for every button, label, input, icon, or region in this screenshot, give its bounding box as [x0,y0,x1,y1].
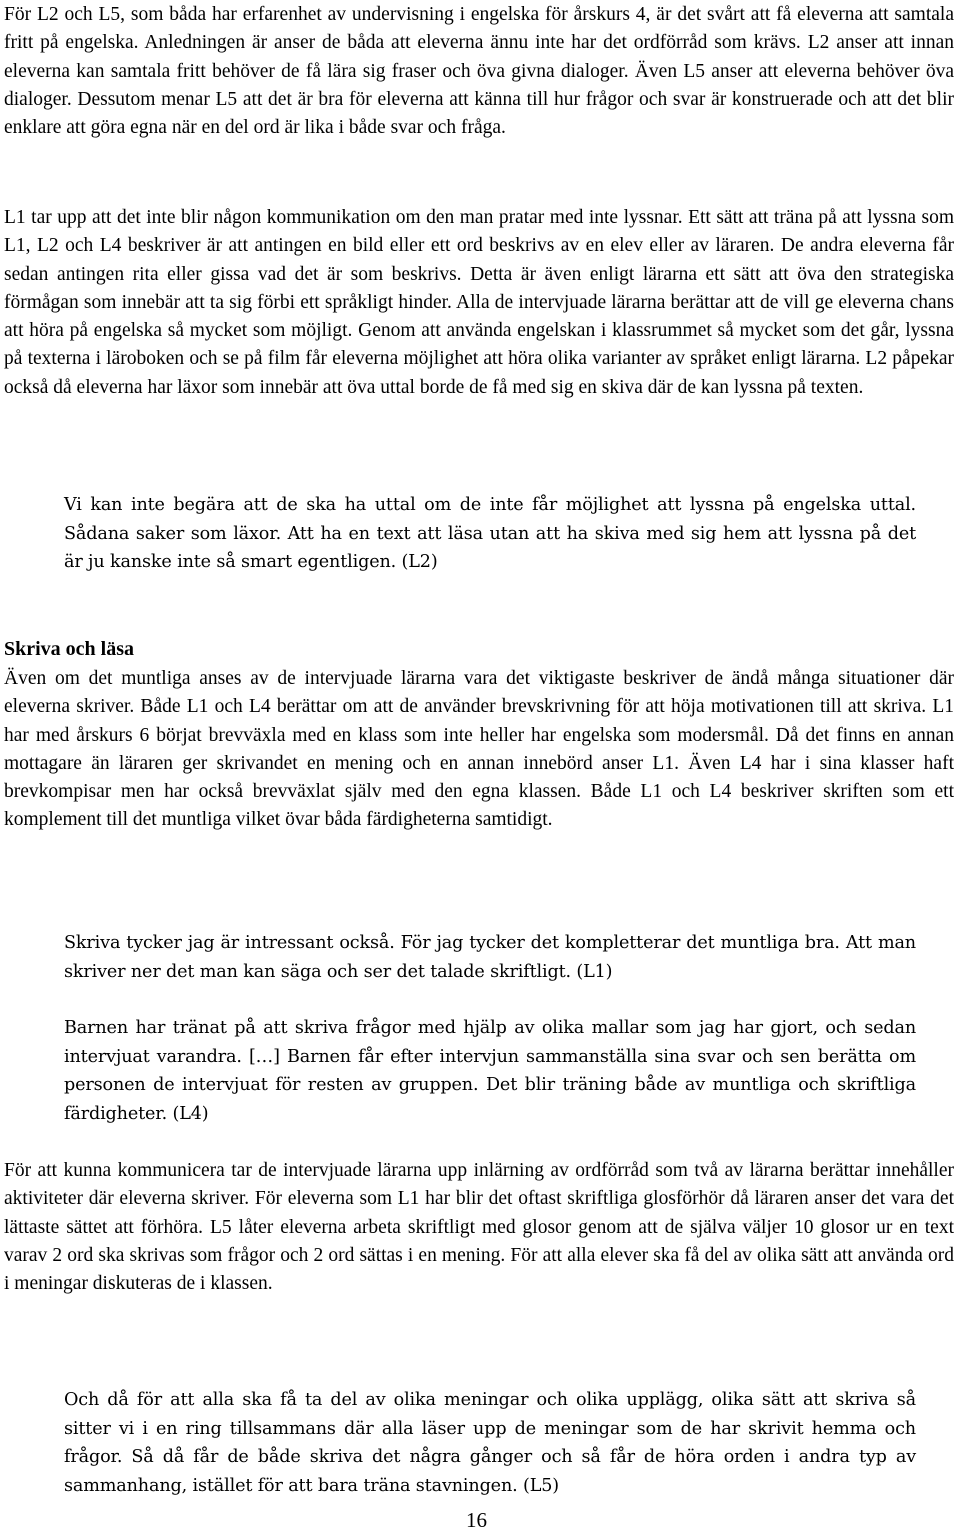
quote-l5: Och då för att alla ska få ta del av olika meningar och olika upplägg, olika sätt att skriva så sitter vi i en ring tillsammans där alla läser upp de meningar som de har skrivit hemma och frågor. Så då får de både skriva det några gånger och så får de höra orden i andra typ av sammanhang, istället för att bara träna stavningen. (L5) [64,1390,916,1496]
quote-l2: Vi kan inte begära att de ska ha uttal om de inte får möjlighet att lyssna på engelska uttal. Sådana saker som läxor. Att ha en text att läsa utan att ha skiva med sig hem att lyssna på det är ju kanske inte så smart egentligen. (L2) [64,495,916,573]
paragraph-speaking-dialogues: För L2 och L5, som båda har erfarenhet av undervisning i engelska för årskurs 4, är det svårt att få eleverna att samtala fritt på engelska. Anledningen är anser de båda att eleverna ännu inte har det ordförråd som krävs. L2 anser att innan eleverna kan samtala fritt behöver de få lära sig fraser och öva givna dialoger. Även L5 anser att eleverna behöver öva dialoger. Dessutom menar L5 att det är bra för eleverna att känna till hur frågor och svar är konstruerade och att det blir enklare att göra egna när en del ord är lika i både svar och fråga. [4,4,954,139]
paragraph-listening: L1 tar upp att det inte blir någon kommunikation om den man pratar med inte lyssnar. Ett sätt att träna på att lyssna som L1, L2 och L4 beskriver är att antingen en bild eller ett ord beskrivs av en elev eller av läraren. De andra eleverna får sedan antingen rita eller gissa vad det är som beskrivs. Detta är även enligt lärarna ett sätt att öva den strategiska förmågan som innebär att ta sig förbi ett språkligt hinder. Alla de intervjuade lärarna berättar att de vill ge eleverna chans att höra på engelska så mycket som möjligt. Genom att använda engelskan i klassrummet så mycket som det går, lyssna på texterna i läroboken och se på film får eleverna möjlighet att höra olika varianter av språket enligt lärarna. L2 påpekar också då eleverna har läxor som innebär att öva uttal borde de få med sig en skiva där de kan lyssna på texten. [4,207,954,398]
quote-l4: Barnen har tränat på att skriva frågor med hjälp av olika mallar som jag har gjort, och sedan intervjuat varandra. […] Barnen får efter intervjun sammanställa sina svar och sen berätta om personen de intervjuat för resten av gruppen. Det blir träning både av muntliga och skriftliga färdigheter. (L4) [64,1018,916,1124]
paragraph-vocabulary: För att kunna kommunicera tar de intervjuade lärarna upp inlärning av ordförråd som två av lärarna berättar innehåller aktiviteter där eleverna skriver. För eleverna som L1 har blir det oftast skriftliga glosförhör då läraren anser det vara det lättaste sättet att förhöra. L5 låter eleverna arbeta skriftligt med glosor genom att de själva väljer 10 glosor ur en text varav 2 ord ska skrivas som frågor och 2 ord sättas i en mening. För att alla elever ska få del av olika sätt att använda ord i meningar diskuteras de i klassen. [4,1160,954,1295]
quote-l1: Skriva tycker jag är intressant också. För jag tycker det kompletterar det muntliga bra. Att man skriver ner det man kan säga och ser det talade skriftligt. (L1) [64,933,916,982]
section-heading: Skriva och läsa [4,638,135,660]
paragraph-writing: Även om det muntliga anses av de intervjuade lärarna vara det viktigaste beskriver de ändå många situationer där eleverna skriver. Både L1 och L4 berättar om att de använder brevskrivning för att höja motivationen till att skriva. L1 har med årskurs 6 börjat brevväxla med en klass som inte heller har engelska som modersmål. Då det finns en annan mottagare än läraren ger skrivandet en mening och en annan innebörd anser L1. Även L4 har i sina klasser haft brevkompisar men har också brevväxlat själv med den egna klassen. Både L1 och L4 beskriver skriften som ett komplement till det muntliga vilket övar båda färdigheterna samtidigt. [4,668,954,831]
page-number: 16 [466,1508,487,1532]
